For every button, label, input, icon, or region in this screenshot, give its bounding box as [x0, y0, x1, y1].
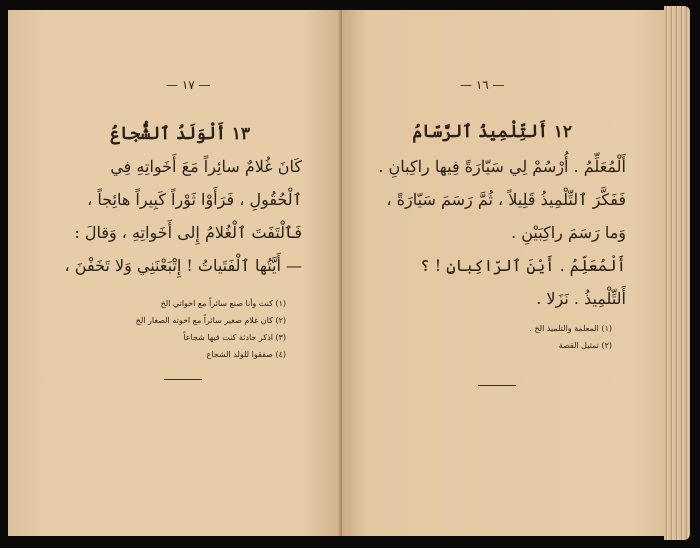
- page-number-right: — ١٦ —: [460, 78, 505, 92]
- text-line-left-4: — أَيَّتُها ٱلْفَتَياتُ ! إِتْبَعْنَنِي وَلا تَخَفْنَ ،: [64, 256, 302, 275]
- footnote-left-2: (٢) كان غلام صغير سائراً مع اخوته الصغار الخ: [135, 316, 286, 325]
- text-line-left-1: كَانَ غُلامٌ سائِراً مَعَ أَخَواتِهِ فِي: [110, 157, 302, 176]
- left-page: [8, 10, 342, 536]
- footnote-right-1: (١) المعلمة والتلميذ الخ .: [529, 324, 612, 333]
- lesson-title-left: ١٣ أَلْوَلَدُ ٱلشُّجاعُ: [110, 124, 250, 144]
- text-line-left-2: ٱلْحُقُولِ ، فَرَأَوْا ثَوْراً كَبِيراً هائِجاً ،: [87, 190, 302, 209]
- end-rule-left: [164, 379, 202, 380]
- footnote-left-3: (٣) اذكر حادثة كنت فيها شجاعاً: [183, 333, 286, 342]
- text-line-right-5: أَلتِّلْمِيذُ . نَزَلا .: [536, 289, 626, 308]
- text-line-right-4: أَلْمُعَلِّمُ . أَيْنَ ٱلرّاكِبانِ ! ؟: [420, 256, 626, 275]
- page-number-left: — ١٧ —: [166, 78, 211, 92]
- text-line-right-2: فَفَكَّرَ ٱلتِّلْمِيذُ قَلِيلاً ، ثُمَّ رَسَمَ سَيّارَةً ،: [386, 190, 626, 209]
- footnote-right-2: (٢) تمثيل القصة: [558, 341, 612, 350]
- text-line-left-3: فَٱلْتَفَتَ ٱلْغُلامُ إِلى أَخَواتِهِ ، وَقالَ :: [74, 223, 302, 242]
- right-page: [342, 10, 664, 536]
- lesson-title-right: ١٢ أَلتِّلْمِيذُ ٱلرَّسّامُ: [412, 122, 572, 142]
- text-line-right-3: وَما رَسَمَ راكِبَيْنِ .: [511, 223, 626, 242]
- footnote-left-4: (٤) صفقوا للولد الشجاع: [206, 350, 286, 359]
- footnote-left-1: (١) كنت وأنا صنع سائراً مع اخواتي الخ: [160, 299, 286, 308]
- end-rule-right: [478, 385, 516, 386]
- book-page-edges: [664, 6, 690, 540]
- text-line-right-1: أَلْمُعَلِّمُ . أُرْسُمْ لِي سَيّارَةً فِيها راكِبانِ .: [378, 157, 626, 176]
